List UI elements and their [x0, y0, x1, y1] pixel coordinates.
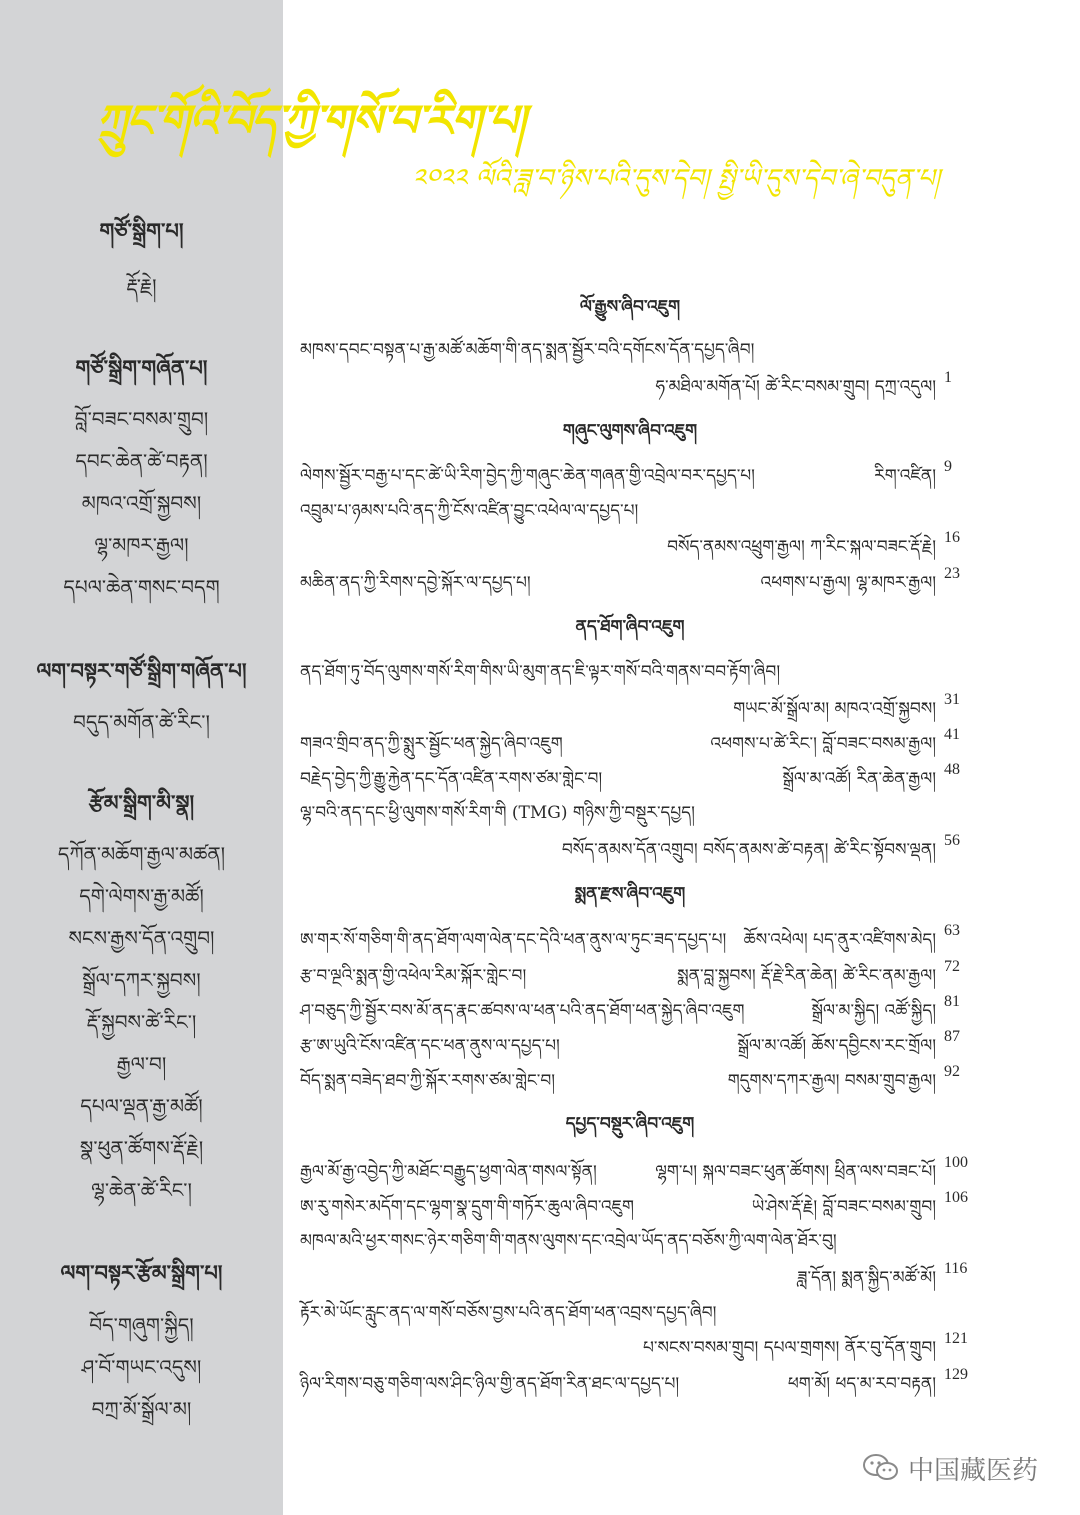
article-title: ནད་ཐོག་ཏུ་བོད་ལུགས་གསོ་རིག་གིས་ཡི་མུག་ནད་ཇི་ལྟར་གསོ་བའི་གནས་བབ་རྟོག་ཞིབ།	[300, 662, 781, 682]
editor-name: དགེ་ལེགས་རྒྱ་མཚོ།	[79, 884, 204, 908]
deputy-editor-name: བློ་བཟང་བསམ་གྲུབ།	[74, 407, 209, 431]
article-authors: བསོད་ནམས་དོན་འགྲུབ། བསོད་ནམས་ཚེ་བརྟན། ཚེ་རིང་སྟོབས་ལྡན།	[561, 840, 936, 860]
article-authors: གདུགས་དཀར་རྒྱལ། བསམ་གྲུབ་རྒྱལ།	[727, 1071, 936, 1091]
article-page-number: 100	[944, 1154, 968, 1171]
editor-name: སངས་རྒྱས་དོན་འགྲུབ།	[68, 926, 215, 950]
article-page-number: 121	[944, 1330, 968, 1347]
article-authors: ཕག་མོ། ཕད་མ་རབ་བརྟན།	[787, 1374, 936, 1394]
article-authors: ཡེ་ཤེས་རྡོ་རྗེ། བློ་བཟང་བསམ་གྲུབ།	[751, 1197, 936, 1217]
chief-editor-name: རྡོ་རྗེ།	[126, 274, 157, 298]
article-title: བརྗེད་བྱེད་ཀྱི་རྒྱུ་རྐྱེན་དང་དོན་འཛིན་རགས་ཙམ་གླེང་བ།	[300, 769, 603, 789]
section-heading-theory: གཞུང་ལུགས་ཞིབ་འཇུག	[562, 421, 698, 441]
section-heading-pharmacology: སྨན་རྫས་ཞིབ་འཇུག	[574, 884, 686, 904]
article-page-number: 92	[944, 1063, 960, 1080]
section-heading-clinical: ནད་ཐོག་ཞིབ་འཇུག	[575, 617, 685, 637]
article-title: མཆིན་ནད་ཀྱི་རིགས་དབྱེ་སྐོར་ལ་དཔྱད་པ།	[300, 573, 531, 593]
article-page-number: 16	[944, 529, 960, 546]
journal-masthead-title: ཀྲུང་གོའི་བོད་ཀྱི་གསོ་བ་རིག་པ།	[96, 96, 525, 147]
editor-name: ལྷ་ཆེན་ཚེ་རིང་།	[91, 1178, 192, 1202]
article-page-number: 1	[944, 369, 952, 386]
article-page-number: 31	[944, 691, 960, 708]
article-page-number: 41	[944, 726, 960, 743]
section-heading-comparative: དཔྱད་བསྡུར་ཞིབ་འཇུག	[565, 1114, 695, 1134]
editor-name: སྣ་ཕུན་ཚོགས་རྡོ་རྗེ།	[79, 1136, 204, 1160]
wechat-watermark	[862, 1452, 1038, 1484]
deputy-editor-heading: གཙོ་སྒྲིག་གཞོན་པ།	[75, 355, 208, 380]
editor-name: དཔལ་ལྡན་རྒྱ་མཚོ།	[80, 1094, 203, 1118]
article-title: རྩ་བ་ལྔའི་སྨན་གྱི་འཕེལ་རིམ་སྐོར་གླེང་བ།	[300, 966, 527, 986]
editor-name: སྒྲོལ་དཀར་སྐྱབས།	[82, 968, 201, 992]
article-authors: སྨན་བླ་སྐྱབས། རྡོ་རྗེ་རིན་ཆེན། ཚེ་རིང་ནམ་རྒྱལ།	[677, 966, 936, 986]
exec-editor-name: བོད་གཞུག་སྐྱིད།	[89, 1313, 194, 1337]
article-page-number: 116	[944, 1260, 968, 1277]
watermark-text: 中国藏医药	[908, 1455, 1039, 1486]
article-title: མཁས་དབང་བསྟན་པ་རྒྱ་མཚོ་མཆོག་གི་ནད་སྨན་སྦྱོར་བའི་དགོངས་དོན་དཔྱད་ཞིབ།	[300, 340, 755, 360]
article-authors: རིག་འཛིན།	[874, 466, 936, 486]
article-page-number: 9	[944, 458, 952, 475]
editorial-staff-heading: རྩོམ་སྒྲིག་མི་སྣ།	[88, 790, 195, 815]
deputy-editor-name: མཁའ་འགྲོ་སྐྱབས།	[81, 491, 202, 515]
article-authors: སྒྲོལ་མ་སྐྱིད། འཚོ་སྐྱིད།	[811, 1001, 936, 1021]
article-title: ཉིལ་རིགས་བཅུ་གཅིག་ལས་ཤིང་ཉིལ་གྱི་ནད་ཐོག་རིན་ཐང་ལ་དཔྱད་པ།	[300, 1374, 680, 1394]
section-heading-history: ལོ་རྒྱུས་ཞིབ་འཇུག	[579, 297, 681, 317]
article-authors: འཕགས་པ་རྒྱལ། ལྷ་མཁར་རྒྱལ།	[760, 573, 936, 593]
article-authors: འཕགས་པ་ཚེ་རིང་། བློ་བཟང་བསམ་རྒྱལ།	[710, 734, 936, 754]
exec-editor-name: ཤ་བོ་གཡང་འདུས།	[81, 1355, 202, 1379]
article-title: ཨ་གར་སོ་གཅིག་གི་ནད་ཐོག་ལག་ལེན་དང་དེའི་ཕན་ནུས་ལ་ཏུང་ཟད་དཔྱད་པ།	[300, 930, 727, 950]
deputy-editor-name: ལྷ་མཁར་རྒྱལ།	[94, 533, 189, 557]
editor-name: དཀོན་མཆོག་རྒྱལ་མཚན།	[57, 842, 226, 866]
article-authors: ལྷག་པ། སྐལ་བཟང་ཕུན་ཚོགས། ཕྲིན་ལས་བཟང་པོ།	[655, 1162, 936, 1182]
article-authors: གཡང་མོ་སྒྲོལ་མ། མཁའ་འགྲོ་སྐྱབས།	[733, 699, 936, 719]
exec-editor-heading: ལག་བསྟར་རྩོམ་སྒྲིག་པ།	[60, 1260, 223, 1285]
article-page-number: 129	[944, 1366, 968, 1383]
article-authors: ཧ་མཐིལ་མགོན་པོ། ཚེ་རིང་བསམ་གྲུབ། དཀྲ་འདུལ།	[655, 377, 936, 397]
article-title: བོད་སྨན་བཟེད་ཐབ་ཀྱི་སྐོར་རགས་ཙམ་གླེང་བ།	[300, 1071, 556, 1091]
exec-chief-heading: ལག་བསྟར་གཙོ་སྒྲིག་གཞོན་པ།	[36, 658, 247, 683]
article-page-number: 56	[944, 832, 960, 849]
article-title: ཨ་རུ་གསེར་མདོག་དང་ལྷག་སྣ་དྲུག་གི་གཏོར་ཆུལ་ཞིབ་འཇུག	[300, 1197, 634, 1217]
article-title: གཟའ་གྲིབ་ནད་ཀྱི་སྨུར་སྦྱོང་ཕན་སྐྱེད་ཞིབ་འཇུག	[300, 734, 563, 754]
issue-line: ༢༠༢༢ ལོའི་ཟླ་བ་ཉིས་པའི་དུས་དེབ། སྤྱི་ཡི་དུས་དེབ་ཞེ་བདུན་པ།	[412, 164, 940, 194]
wechat-icon	[862, 1453, 900, 1483]
article-page-number: 72	[944, 958, 960, 975]
article-title: རྒྱལ་མོ་རྒྱ་འབྱེད་ཀྱི་མཐོང་བརྒྱུད་ཕྱག་ལེན་གསལ་སྟོན།	[300, 1162, 597, 1182]
article-title: ཤ་བཅུད་ཀྱི་སྦྱོར་བས་མོ་ནད་རྣང་ཚབས་ལ་ཕན་པའི་ནད་ཐོག་ཕན་སྐྱེད་ཞིབ་འཇུག	[300, 1001, 745, 1021]
editor-name: རྒྱལ་བ།	[116, 1052, 167, 1076]
exec-editor-name: བཀྲ་མོ་སྒྲོལ་མ།	[91, 1397, 192, 1421]
editor-name: རྡོ་སྐྱབས་ཚེ་རིང་།	[86, 1010, 197, 1034]
deputy-editor-name: དབང་ཆེན་ཚེ་བརྟན།	[75, 449, 208, 473]
article-title: རྩ་ཨ་ཡུའི་ངོས་འཛིན་དང་ཕན་ནུས་ལ་དཔྱད་པ།	[300, 1036, 560, 1056]
article-page-number: 48	[944, 761, 960, 778]
article-authors: སྒྲོལ་མ་འཚོ། རིན་ཆེན་རྒྱལ།	[782, 769, 936, 789]
article-authors: བསོད་ནམས་འཕྲུག་རྒྱལ། ཀ་རིང་སྐལ་བཟང་རྡོ་རྗེ།	[667, 537, 936, 557]
article-page-number: 23	[944, 565, 960, 582]
article-page-number: 106	[944, 1189, 968, 1206]
chief-editor-heading: གཙོ་སྒྲིག་པ།	[99, 218, 184, 243]
article-page-number: 81	[944, 993, 960, 1010]
article-title: མཁལ་མའི་ཕྱར་གསང་ཉེར་གཅིག་གི་གནས་ལུགས་དང་འབྲེལ་ཡོད་ནད་བཅོས་ཀྱི་ལག་ལེན་ཐོར་བུ།	[300, 1231, 837, 1251]
article-page-number: 63	[944, 922, 960, 939]
sidebar-panel	[0, 0, 283, 1515]
article-title: འབྲུམ་པ་ཉམས་པའི་ནད་ཀྱི་ངོས་འཛིན་བྱུང་འཕེལ་ལ་དཔྱད་པ།	[300, 501, 639, 521]
article-page-number: 87	[944, 1028, 960, 1045]
exec-chief-name: བདུད་མགོན་ཚེ་རིང་།	[73, 710, 210, 734]
article-title: རྟོར་མེ་ཡོང་རླུང་ནད་ལ་གསོ་བཅོས་བྱས་པའི་ནད་ཐོག་ཕན་འབྲས་དཔྱད་ཞིབ།	[300, 1303, 717, 1323]
article-authors: སྒྲོལ་མ་འཚོ། ཆོས་དབྱིངས་རང་གྲོལ།	[737, 1036, 936, 1056]
article-authors: པ་སངས་བསམ་གྲུབ། དཔལ་གྲགས། ནོར་བུ་དོན་གྲུབ།	[643, 1338, 936, 1358]
deputy-editor-name: དཔལ་ཆེན་གསང་བདག	[63, 575, 220, 599]
article-authors: ཆོས་འཕེལ། པད་ནུར་འཛིགས་མེད།	[743, 930, 936, 950]
article-authors: ཟླ་དོན། སྨན་སྐྱིད་མཚོ་མོ།	[797, 1268, 936, 1288]
article-title: ལེགས་སྦྱོར་བརྒྱ་པ་དང་ཚེ་ཡི་རིག་བྱེད་ཀྱི་གཞུང་ཆེན་གཞན་གྱི་འབྲེལ་བར་དཔྱད་པ།	[300, 466, 755, 486]
article-title: ལྷ་བའི་ནད་དང་ཕྱི་ལུགས་གསོ་རིག་གི (TMG) གཉིས་ཀྱི་བསྡུར་དཔྱད།	[300, 803, 695, 823]
